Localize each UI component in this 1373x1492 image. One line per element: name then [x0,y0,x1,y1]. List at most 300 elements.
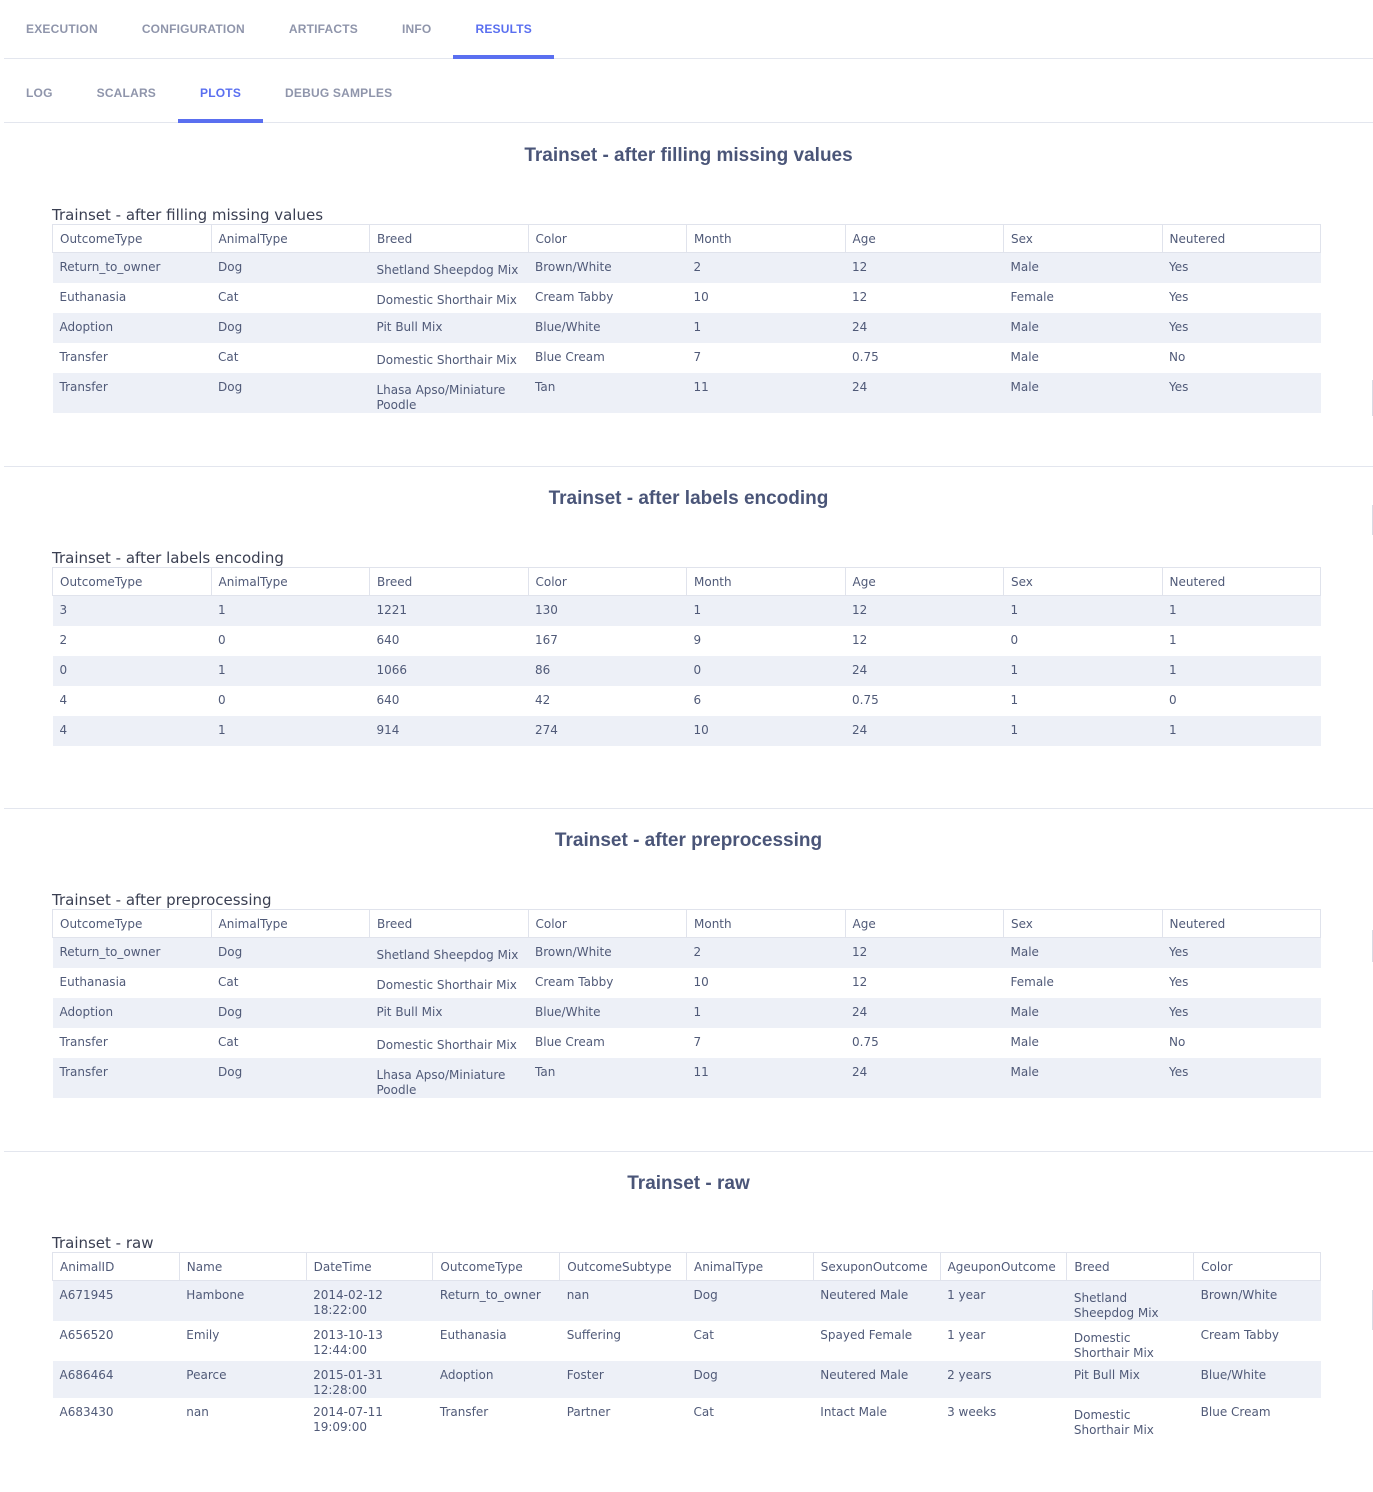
table-cell [1067,1361,1194,1398]
plot-card [4,809,1373,1152]
table-cell [1004,596,1163,626]
cell-value: Yes [1169,319,1189,334]
column-header: AgeuponOutcome [940,1253,1067,1281]
cell-value: 86 [535,662,551,677]
table-cell [1004,1028,1163,1058]
cell-value: 24 [852,662,868,677]
cell-value: 0 [218,692,226,707]
table-cell [53,968,212,998]
table-cell [940,1281,1067,1322]
table-cell [53,596,212,626]
table-cell [687,253,846,283]
cell-value: Dog [218,319,243,334]
table-cell [1162,596,1321,626]
column-header: AnimalType [211,568,370,596]
plots-panel [4,124,1373,1444]
table-cell [211,343,370,373]
table-cell [845,596,1004,626]
table-cell [813,1321,940,1361]
table-cell [1162,938,1321,968]
cell-value: 24 [852,722,868,737]
cell-value: Domestic Shorthair Mix [376,292,517,307]
table-cell [845,313,1004,343]
cell-value: Tan [535,1064,556,1079]
table-cell [433,1281,560,1322]
cell-value: Blue/White [535,1004,601,1019]
column-header: OutcomeType [53,568,212,596]
cell-value: Dog [218,379,243,394]
plot-title: Trainset - after preprocessing [554,830,823,851]
cell-value: Transfer [59,1064,108,1079]
table-row [53,253,1321,283]
table-cell [1162,998,1321,1028]
table-cell [370,596,529,626]
cell-value: Intact Male [820,1405,888,1419]
data-table [52,1252,1321,1438]
cell-value: Pit Bull Mix [376,1004,443,1019]
cell-value: Male [1010,1034,1039,1049]
cell-value: 1 [1010,603,1019,617]
table-cell [53,686,212,716]
cell-value: 2 [59,632,68,647]
cell-value: Male [1010,379,1039,394]
column-header: Name [179,1253,306,1281]
cell-value: 7 [693,349,702,364]
cell-value: 130 [535,603,558,617]
cell-value: 0 [1010,632,1019,647]
cell-value: Yes [1169,260,1189,274]
cell-value: Transfer [59,379,108,394]
cell-value: Domestic Shorthair Mix [1073,1331,1154,1360]
table-cell [179,1281,306,1322]
cell-value: 1 [693,603,702,617]
table-cell [845,998,1004,1028]
cell-value: Blue Cream [1200,1405,1271,1419]
table-cell [370,1028,529,1058]
column-header: Breed [1067,1253,1194,1281]
table-row [53,1281,1321,1322]
data-table [52,224,1321,413]
table-row [53,626,1321,656]
tab-info[interactable]: INFO [402,22,432,36]
cell-value: 3 weeks [947,1405,997,1419]
table-cell [1004,938,1163,968]
cell-value: No [1169,1034,1186,1049]
table-title: Trainset - after labels encoding [52,549,284,567]
table-cell [211,283,370,313]
table-cell [845,686,1004,716]
cell-value: Domestic Shorthair Mix [376,352,517,367]
table-cell [845,968,1004,998]
data-table [52,567,1321,746]
column-header: Color [528,225,687,253]
cell-value: Transfer [59,349,108,364]
table-cell [1004,656,1163,686]
cell-value: A683430 [59,1405,114,1419]
cell-value: Domestic Shorthair Mix [1073,1408,1154,1437]
cell-value: Male [1010,349,1039,364]
cell-value: Cream Tabby [535,289,614,304]
table-cell [1162,656,1321,686]
table-cell [211,938,370,968]
cell-value: 1066 [376,662,408,677]
table-cell [370,626,529,656]
table-cell [845,1058,1004,1098]
column-header: Month [687,568,846,596]
column-header: AnimalType [211,910,370,938]
table-header-row [53,225,1321,253]
table-row [53,1058,1321,1098]
column-header: OutcomeType [53,225,212,253]
plot-card [4,1152,1373,1444]
table-cell [528,253,687,283]
table-row [53,596,1321,626]
table-cell [370,968,529,998]
table-cell [687,938,846,968]
cell-value: Pit Bull Mix [1073,1368,1140,1382]
table-cell [1194,1361,1321,1398]
table-cell [179,1321,306,1361]
table-header-row [53,910,1321,938]
table-cell [53,343,212,373]
table-cell [306,1281,433,1322]
column-header: Breed [370,910,529,938]
table-row [53,968,1321,998]
cell-value: 167 [535,632,558,647]
cell-value: 12 [852,632,868,647]
table-cell [370,1058,529,1098]
table-cell [845,283,1004,313]
cell-value: Dog [218,260,243,274]
cell-value: 24 [852,1004,868,1019]
tab-configuration[interactable]: CONFIGURATION [141,22,245,36]
cell-value: Blue Cream [535,349,605,364]
cell-value: Lhasa Apso/Miniature Poodle [376,382,506,412]
cell-value: Domestic Shorthair Mix [376,1037,517,1052]
cell-value: 12 [852,260,868,274]
table-cell [940,1361,1067,1398]
cell-value: 6 [693,692,702,707]
tab-artifacts[interactable]: ARTIFACTS [288,22,358,36]
table-cell [686,1361,813,1398]
column-header: Sex [1004,910,1163,938]
cell-value: 2015-01-31 12:28:00 [313,1368,383,1397]
cell-value: 10 [693,974,709,989]
cell-value: 1221 [376,603,408,617]
table-cell [686,1398,813,1438]
table-cell [1162,253,1321,283]
table-cell [1067,1398,1194,1438]
cell-value: A686464 [59,1368,114,1382]
table-title: Trainset - after preprocessing [52,891,272,909]
plot-title: Trainset - after labels encoding [548,488,829,509]
cell-value: Yes [1169,1004,1189,1019]
table-cell [179,1361,306,1398]
table-cell [53,716,212,746]
cell-value: 0 [693,662,702,677]
table-row [53,1398,1321,1438]
cell-value: 274 [535,722,558,737]
table-cell [53,626,212,656]
column-header: DateTime [306,1253,433,1281]
table-cell [53,1058,212,1098]
table-cell [370,716,529,746]
table-cell [687,1058,846,1098]
table-cell [687,1028,846,1058]
column-header: Month [687,910,846,938]
tab-results[interactable]: RESULTS [453,0,554,58]
cell-value: 10 [693,289,709,304]
cell-value: Yes [1169,974,1189,989]
table-cell [528,373,687,413]
cell-value: Shetland Sheepdog Mix [376,263,519,277]
table-cell [211,998,370,1028]
table-cell [528,656,687,686]
table-cell [370,656,529,686]
cell-value: 12 [852,974,868,989]
table-header-row [53,568,1321,596]
table-cell [1162,686,1321,716]
data-table [52,909,1321,1098]
cell-value: nan [566,1288,590,1302]
cell-value: Euthanasia [439,1328,507,1342]
table-cell [433,1321,560,1361]
column-header: AnimalID [53,1253,180,1281]
main-tab-bar [4,0,1373,59]
column-header: Month [687,225,846,253]
subtab-log[interactable]: LOG [26,86,53,100]
cell-value: Female [1010,289,1054,304]
cell-value: Euthanasia [59,974,127,989]
cell-value: Dog [218,945,243,959]
table-cell [53,1281,180,1322]
cell-value: nan [186,1405,209,1419]
cell-value: 2 [693,945,702,959]
cell-value: 1 [218,603,226,617]
cell-value: Male [1010,1064,1039,1079]
table-cell [211,253,370,283]
table-cell [687,626,846,656]
table-cell [940,1321,1067,1361]
cell-value: Hambone [186,1288,245,1302]
table-cell [687,686,846,716]
tab-execution[interactable]: EXECUTION [26,22,98,36]
table-cell [179,1398,306,1438]
table-cell [53,1398,180,1438]
table-cell [528,283,687,313]
table-header-row [53,1253,1321,1281]
cell-value: Tan [535,379,556,394]
cell-value: 0.75 [852,692,879,707]
cell-value: 1 [218,722,226,737]
table-cell [370,343,529,373]
cell-value: 1 [1169,603,1177,617]
table-cell [211,656,370,686]
table-cell [306,1321,433,1361]
cell-value: Male [1010,1004,1039,1019]
table-row [53,938,1321,968]
table-cell [845,343,1004,373]
cell-value: 1 [1169,722,1177,737]
cell-value: 11 [693,379,709,394]
cell-value: Cream Tabby [535,974,614,989]
subtab-plots[interactable]: PLOTS [178,64,263,122]
subtab-debug-samples[interactable]: DEBUG SAMPLES [285,86,393,100]
cell-value: 1 [218,662,226,677]
cell-value: A671945 [59,1288,114,1302]
cell-value: Yes [1169,379,1189,394]
cell-value: 640 [376,692,400,707]
table-cell [211,686,370,716]
cell-value: Blue/White [1200,1368,1267,1382]
table-cell [1004,968,1163,998]
table-cell [1004,343,1163,373]
table-cell [1004,626,1163,656]
cell-value: Cat [218,974,239,989]
table-cell [1004,283,1163,313]
table-cell [560,1321,687,1361]
cell-value: 2014-02-12 18:22:00 [313,1288,383,1317]
table-row [53,1321,1321,1361]
subtab-scalars[interactable]: SCALARS [96,86,157,100]
column-header: Sex [1004,568,1163,596]
cell-value: Foster [566,1368,604,1382]
table-viewport[interactable] [4,1252,1373,1442]
cell-value: Cat [693,1405,714,1419]
column-header: Breed [370,568,529,596]
table-cell [560,1398,687,1438]
table-cell [1004,998,1163,1028]
cell-value: 9 [693,632,702,647]
table-cell [1162,968,1321,998]
table-cell [845,656,1004,686]
table-cell [687,716,846,746]
cell-value: Yes [1169,289,1189,304]
table-cell [211,968,370,998]
cell-value: 1 year [947,1288,986,1302]
table-title: Trainset - raw [52,1234,154,1252]
table-cell [306,1361,433,1398]
table-row [53,998,1321,1028]
table-cell [370,373,529,413]
cell-value: 1 [1169,662,1177,677]
cell-value: 1 [1010,692,1019,707]
plot-title: Trainset - after filling missing values [524,145,853,166]
table-cell [686,1281,813,1322]
table-cell [53,656,212,686]
table-cell [53,1321,180,1361]
cell-value: 12 [852,945,868,959]
cell-value: 1 [693,1004,702,1019]
table-cell [1194,1281,1321,1322]
table-cell [1004,253,1163,283]
table-cell [53,253,212,283]
table-cell [1004,373,1163,413]
plot-card [4,124,1373,467]
cell-value: Neutered Male [820,1368,909,1382]
cell-value: Dog [218,1064,243,1079]
cell-value: Cat [218,349,239,364]
table-cell [1067,1321,1194,1361]
cell-value: 12 [852,603,868,617]
table-cell [433,1361,560,1398]
cell-value: 1 [1169,632,1177,647]
table-cell [1162,313,1321,343]
cell-value: Male [1010,260,1039,274]
table-cell [528,938,687,968]
cell-value: 0.75 [852,349,879,364]
table-cell [211,596,370,626]
cell-value: 42 [535,692,551,707]
table-cell [813,1361,940,1398]
table-cell [211,626,370,656]
cell-value: Yes [1169,945,1189,959]
table-cell [306,1398,433,1438]
cell-value: 0 [59,662,68,677]
cell-value: Dog [218,1004,243,1019]
table-row [53,1028,1321,1058]
cell-value: Return_to_owner [439,1288,541,1302]
table-cell [528,716,687,746]
column-header: Color [1194,1253,1321,1281]
cell-value: Shetland Sheepdog Mix [376,948,519,962]
table-row [53,1361,1321,1398]
table-cell [53,1028,212,1058]
plot-title: Trainset - raw [627,1173,750,1194]
table-cell [211,373,370,413]
column-header: Age [845,568,1004,596]
cell-value: 24 [852,379,868,394]
table-row [53,283,1321,313]
table-cell [1162,283,1321,313]
table-cell [1162,343,1321,373]
table-cell [211,313,370,343]
cell-value: Blue/White [535,319,601,334]
table-cell [1004,1058,1163,1098]
cell-value: No [1169,349,1186,364]
table-cell [370,998,529,1028]
cell-value: Lhasa Apso/Miniature Poodle [376,1067,506,1097]
cell-value: 2 [693,260,702,274]
table-cell [687,998,846,1028]
column-header: Age [845,225,1004,253]
cell-value: Blue Cream [535,1034,605,1049]
table-cell [813,1281,940,1322]
cell-value: Shetland Sheepdog Mix [1073,1291,1159,1320]
table-cell [845,253,1004,283]
cell-value: Spayed Female [820,1328,913,1342]
table-cell [53,313,212,343]
table-cell [687,283,846,313]
table-title: Trainset - after filling missing values [52,206,324,224]
cell-value: Cream Tabby [1200,1328,1279,1342]
table-cell [686,1321,813,1361]
cell-value: 10 [693,722,709,737]
table-cell [370,283,529,313]
table-row [53,716,1321,746]
cell-value: 640 [376,632,400,647]
cell-value: Yes [1169,1064,1189,1079]
table-cell [940,1398,1067,1438]
cell-value: 4 [59,692,68,707]
column-header: AnimalType [211,225,370,253]
cell-value: Adoption [439,1368,494,1382]
table-cell [1162,626,1321,656]
cell-value: 2014-07-11 19:09:00 [313,1405,383,1434]
table-cell [687,373,846,413]
table-cell [528,998,687,1028]
table-cell [845,938,1004,968]
